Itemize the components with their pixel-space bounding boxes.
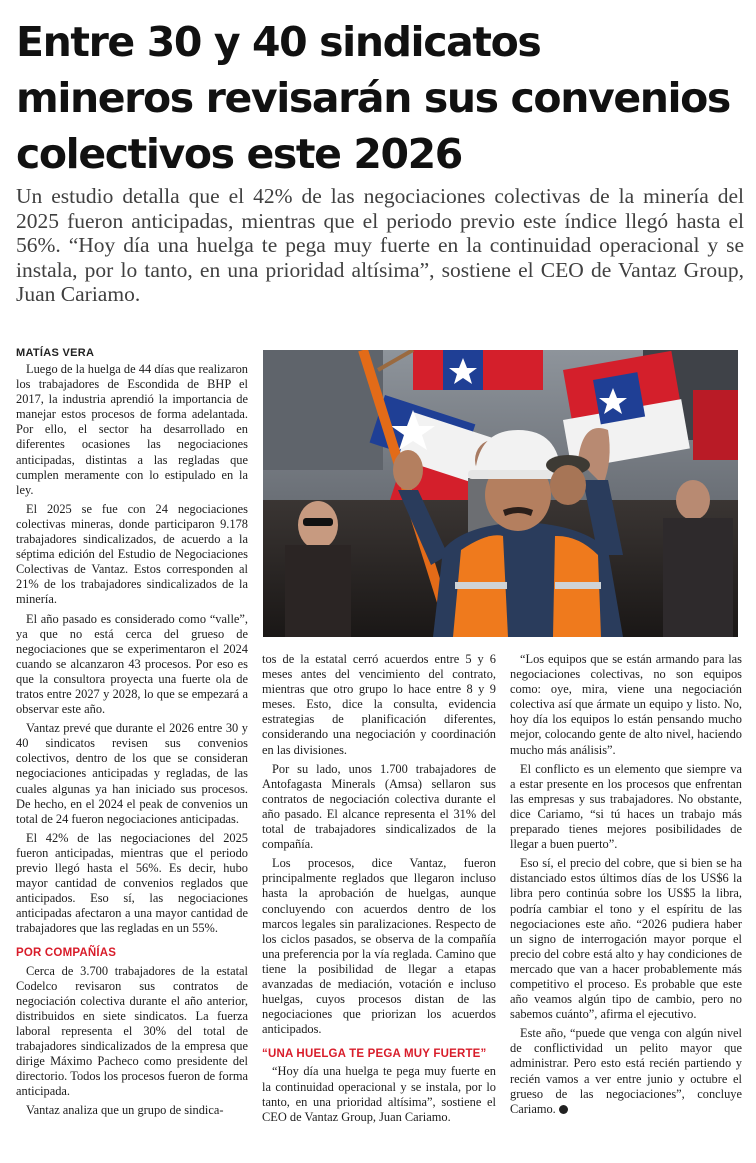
flag-far-right: [693, 390, 738, 460]
headline-line: mineros revisarán sus convenios: [16, 74, 730, 122]
headline-line: colectivos este 2026: [16, 130, 462, 178]
paragraph: El 42% de las negociaciones del 2025 fueron anticipadas, mientras que el periodo previo llegó hasta el 56%. Es decir, hubo mayor cantidad de convenios reglados que anticipados. Eso sí, las negociaciones anticipadas afectaron a una mayor cantidad de trabajadores que las regladas en un 55%.: [16, 830, 248, 936]
paragraph: Vantaz analiza que un grupo de sindica-: [26, 1103, 224, 1118]
paragraph: El año pasado es considerado como “valle”, ya que no está cerca del grueso de negociaciones que se experimentaron el 2024 cuando se alcanzaron 43 procesos. Por eso es que la consultora proyecta una fuerte ola de tratos entre 2027 y 2028, lo que se empezará a observar este año.: [16, 611, 248, 717]
article-column-3: [510, 652, 742, 1121]
headline-line: Entre 30 y 40 sindicatos: [16, 18, 541, 66]
paragraph: El conflicto es un elemento que siempre va a estar presente en los procesos que enfrentan las empresas y sus trabajadores. No obstante, dice Cariamo, “si tú haces un trabajo más preparado tienes mejores posibilidades de llegar a buen puerto”.: [510, 761, 742, 852]
mining-worker-protest-photo: [263, 350, 738, 637]
reflective-stripe: [455, 582, 507, 589]
chilean-flag-top: [413, 350, 543, 390]
person-left-body: [285, 545, 351, 637]
paragraph: Cerca de 3.700 trabajadores de la estatal Codelco revisaron sus contratos de negociación colectiva durante el año anterior, distribuidos en siete sindicatos. La fuerza laboral representa el 30% del total de trabajadores sindicalizados de la empresa que dirige Máximo Pacheco como presidente del directorio. Todos los procesos fueron de forma anticipada.: [16, 963, 248, 1099]
paragraph: tos de la estatal cerró acuerdos entre 5 y 6 meses antes del vencimiento del contrato, mientras que otro grupo lo hace entre 8 y 9 meses. Esto, dice la consulta, evidencia estrategias de planificación diferentes, considerando una negociación y coordinación en las divisiones.: [262, 652, 496, 757]
paragraph: Eso sí, el precio del cobre, que si bien se ha distanciado estos últimos días de los US$6 la libra pero continúa sobre los US$5 la libra, podría cambiar el tono y el espíritu de las negociaciones este año. “2026 pudiera haber un signo de interrogación mayor porque el precio del cobre está alto y hay condiciones de mercado que van a hacer probablemente más competitivo el proceso. Es probable que este año veamos algún tipo de cambio, pero no sabemos cuánto”, afirma el ejecutivo.: [510, 856, 742, 1022]
person-right-body: [663, 518, 733, 637]
paragraph: “Hoy día una huelga te pega muy fuerte en la continuidad operacional y se instala, por lo tanto, en una prioridad altísima”, sostiene el CEO de Vantaz Group, Juan Cariamo.: [262, 1064, 496, 1124]
paragraph-final: [510, 1026, 742, 1117]
worker-hand: [393, 450, 423, 490]
article-column-2: [262, 652, 496, 1129]
standfirst: Un estudio detalla que el 42% de las negociaciones colectivas de la minería del 2025 fueron anticipadas, mientras que el periodo previo este índice llegó hasta el 56%. “Hoy día una huelga te pega muy fuerte en la continuidad operacional y se instala, por lo tanto, en una prioridad altísima”, sostiene el CEO de Vantaz Group, Juan Cariamo.: [16, 184, 744, 306]
paragraph: Por su lado, unos 1.700 trabajadores de Antofagasta Minerals (Amsa) sellaron sus contratos de negociación colectiva durante el año pasado. El alcance representa el 31% del total de trabajadores sindicalizados de la compañía.: [262, 761, 496, 852]
paragraph: Los procesos, dice Vantaz, fueron principalmente reglados que llegaron incluso hasta la aprobación de huelgas, aunque concluyendo con acuerdos dentro de los marcos legales sin paralizaciones. Respecto de los ciclos pasados, se observa de la compañía una preferencia por la vía reglada. Camino que tiene la posibilidad de llegar a etapas avanzadas de mediación, votación e incluso huelgas, cuyos procesos distan de las negociaciones que priorizan los acuerdos anticipados.: [262, 856, 496, 1037]
reflective-stripe: [555, 582, 601, 589]
article-column-1: [16, 362, 248, 1123]
sunglasses: [303, 518, 333, 526]
paragraph: “Los equipos que se están armando para las negociaciones colectivas, no son equipos como: oye, mira, viene una negociación colectiva así que ármate un equipo y listo. No, hoy día los equipos lo están pensando mucho mejor, colocando gente de alto nivel, haciendo mucho más análisis”.: [510, 652, 742, 757]
headline: [16, 14, 742, 182]
paragraph: Luego de la huelga de 44 días que realizaron los trabajadores de Escondida de BHP el 2017, la industria aprendió la importancia de manejar estos procesos de forma adelantada. Por ello, el sector ha desarrollado en diferentes ocasiones las negociaciones anticipadas, distintas a las regladas que cumplen meramente con lo estipulado en la ley.: [16, 362, 248, 497]
person-behind-face: [550, 465, 586, 505]
subhead-quote: “UNA HUELGA TE PEGA MUY FUERTE”: [262, 1048, 487, 1061]
person-right: [676, 480, 710, 520]
paragraph-text: Este año, “puede que venga con algún nivel de conflictividad un pelito mayor que administrar. Pero esto está recién partiendo y recién vamos a ver entre junio y octubre el grueso de las negociaciones”, concluye Cariamo.: [510, 1026, 742, 1116]
paragraph: Vantaz prevé que durante el 2026 entre 30 y 40 sindicatos revisen sus convenios colectivos, dentro de los que se consideran negociaciones anticipadas y regladas, de las cuales algunas ya han iniciado sus procesos. De hecho, en el 2024 el peak de convenios un total de 24 fueron negociaciones anticipadas.: [16, 721, 248, 826]
subhead-companies: POR COMPAÑÍAS: [16, 947, 117, 960]
byline: MATÍAS VERA: [16, 347, 95, 359]
paragraph: El 2025 se fue con 24 negociaciones colectivas mineras, donde participaron 9.178 trabajadores sindicalizados, de acuerdo a la séptima edición del Estudio de Negociaciones Colectivas de Vantaz. Estos corresponden al 21% de los trabajadores sindicalizados de la minería.: [16, 501, 248, 607]
end-of-article-icon: [559, 1105, 568, 1114]
